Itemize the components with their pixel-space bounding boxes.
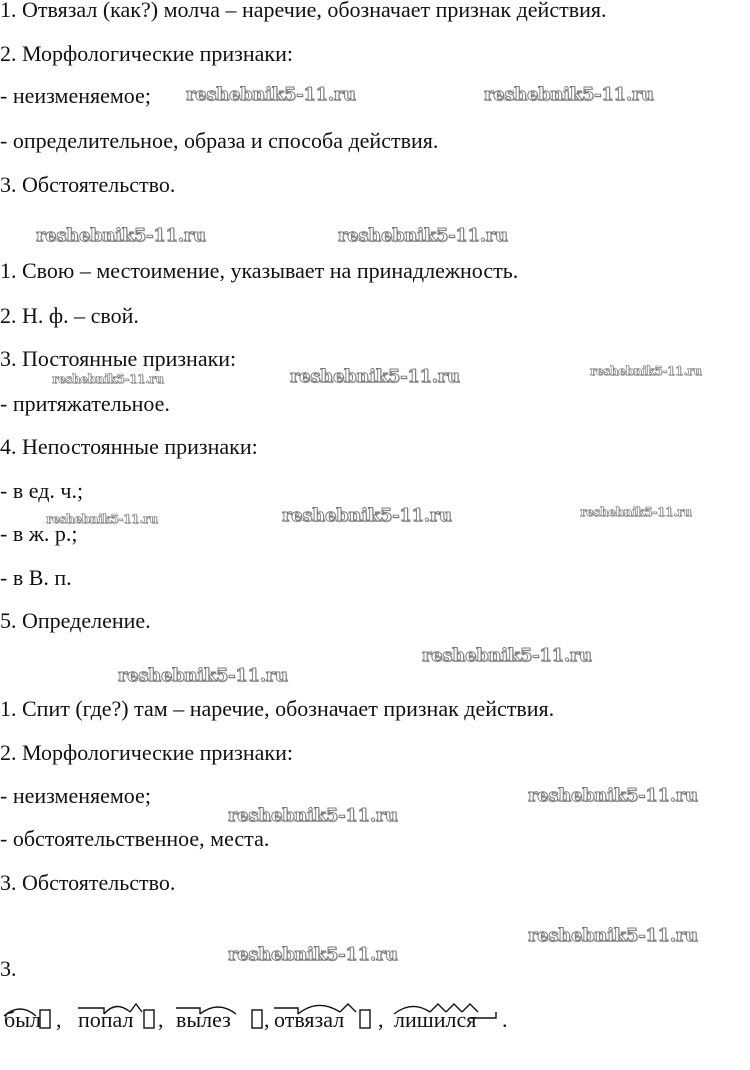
watermark: reshebnik5-11.ru [338,225,508,246]
text-line: - обстоятельственное, места. [0,826,270,851]
text-line: - неизменяемое; [0,83,151,108]
word: был [4,1007,41,1032]
comma: , [264,1007,270,1032]
text-line: 3. [0,956,17,981]
word: вылез [176,1007,231,1032]
watermark: reshebnik5-11.ru [228,805,398,826]
watermark: reshebnik5-11.ru [528,785,698,806]
watermark: reshebnik5-11.ru [590,364,702,378]
watermark: reshebnik5-11.ru [282,505,452,526]
ending-box [360,1010,370,1028]
comma: , [56,1007,62,1032]
ending-box [144,1010,154,1028]
text-line: 2. Морфологические признаки: [0,41,293,66]
text-line: 3. Постоянные признаки: [0,346,237,371]
ending-box [252,1010,262,1028]
watermark: reshebnik5-11.ru [118,665,288,686]
morpheme-analysis [0,994,520,1034]
text-line: 4. Непостоянные признаки: [0,434,258,459]
text-line: 2. Морфологические признаки: [0,740,293,765]
watermark: reshebnik5-11.ru [46,512,158,526]
text-line: 1. Спит (где?) там – наречие, обозначает признак действия. [0,696,555,721]
text-line: - определительное, образа и способа действия. [0,128,439,153]
watermark: reshebnik5-11.ru [290,366,460,387]
word: лишился [394,1007,477,1032]
watermark: reshebnik5-11.ru [52,372,164,386]
text-line: - притяжательное. [0,391,170,416]
word: попал [78,1007,134,1032]
watermark: reshebnik5-11.ru [484,84,654,105]
watermark: reshebnik5-11.ru [36,225,206,246]
watermark: reshebnik5-11.ru [228,944,398,965]
watermark: reshebnik5-11.ru [186,84,356,105]
text-line: - в В. п. [0,565,72,590]
word: отвязал [274,1007,345,1032]
text-line: 5. Определение. [0,608,151,633]
ending-box [40,1010,50,1028]
text-line: - в ед. ч.; [0,478,84,503]
text-line: 1. Отвязал (как?) молча – наречие, обозначает признак действия. [0,0,607,22]
watermark: reshebnik5-11.ru [528,925,698,946]
watermark: reshebnik5-11.ru [580,505,692,519]
text-line: 1. Свою – местоимение, указывает на принадлежность. [0,258,519,283]
text-line: 3. Обстоятельство. [0,172,176,197]
text-line: - неизменяемое; [0,783,151,808]
comma: , [158,1007,164,1032]
text-line: 3. Обстоятельство. [0,870,176,895]
comma: , [378,1007,384,1032]
watermark: reshebnik5-11.ru [422,645,592,666]
text-line: - в ж. р.; [0,521,78,546]
period: . [502,1007,508,1032]
text-line: 2. Н. ф. – свой. [0,303,139,328]
